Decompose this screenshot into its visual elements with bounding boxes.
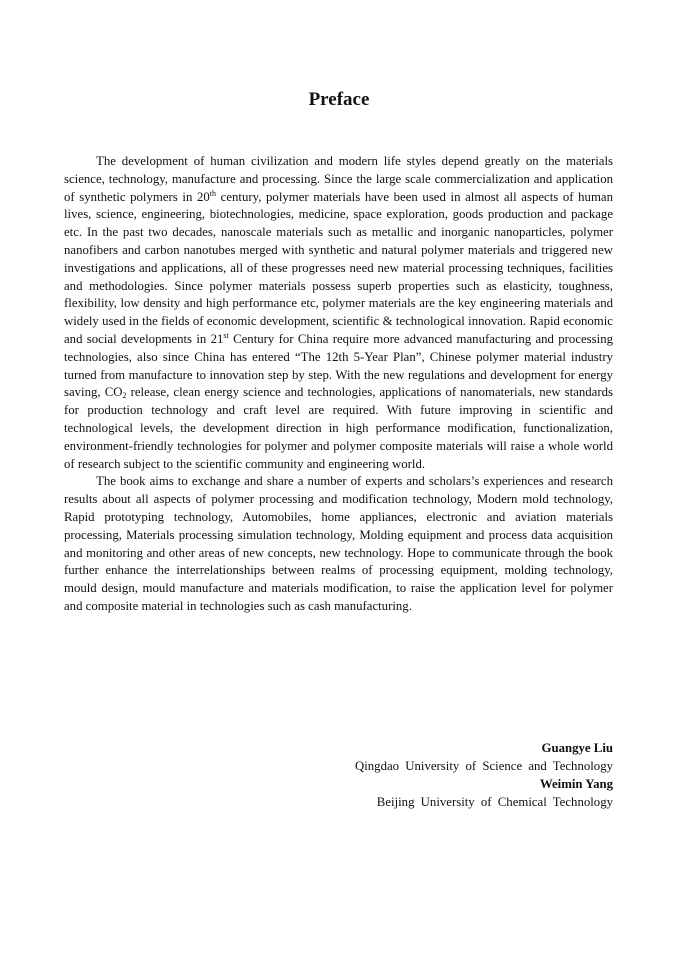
paragraph-2: The book aims to exchange and share a number of experts and scholars’s experiences and research results about all aspects of polymer processing and modification technology, Modern mold technology, Rapid prototyping technology, Automobiles, home appliances, electronic and aviation materials processing, Materials processing simulation technology, Molding equipment and process data acquisition and monitoring and other areas of new concepts, new technology. Hope to communicate through the book further enhance the interrelationships between realms of processing equipment, molding technology, mould design, mould manufacture and materials modification, to raise the application level for polymer and composite material in technologies such as cash manufacturing. <box>64 474 613 613</box>
superscript-th: th <box>209 188 217 198</box>
paragraph-1-part-2: century, polymer materials have been used in almost all aspects of human lives, science, engineering, biotechnologies, medicine, space exploration, goods production and package etc. In the past two decades, nanoscale materials such as metallic and inorganic nanoparticles, polymer nanofibers and carbon nanotubes merged with synthetic and natural polymer materials and triggered new investigations and applications, all of these progresses need new material processing techniques, facilities and methodologies. Since polymer materials possess superb properties such as elasticity, toughness, flexibility, low density and high performance etc, polymer materials are the key engineering materials and widely used in the fields of economic development, scientific & technological innovation. Rapid economic and social developments in 21 <box>64 189 613 346</box>
paragraph-1-part-4: release, clean energy science and technologies, applications of nanomaterials, new standards for production technology and craft level are required. With future improving in scientific and technological levels, the development direction in high performance modification, functionalization, environment-friendly technologies for polymer and polymer composite materials will raise a whole world of research subject to the scientific community and engineering world. <box>64 385 613 471</box>
author-name-1: Guangye Liu <box>541 741 613 755</box>
author-institution-1: Qingdao University of Science and Technology <box>354 759 613 773</box>
preface-body <box>64 153 613 616</box>
author-name-2: Weimin Yang <box>539 777 613 791</box>
superscript-st: st <box>223 330 229 340</box>
paragraph-1 <box>64 153 613 473</box>
signature-block <box>355 739 613 811</box>
subscript-2: 2 <box>122 391 127 401</box>
page-title: Preface <box>308 89 370 110</box>
paragraph-1-part-3: Century for China require more advanced manufacturing and processing technologies, also since China has entered “The 12th 5-Year Plan”, Chinese polymer material industry turned from manufacture to innovation step by step. With the new regulations and development for energy saving, CO <box>64 331 613 400</box>
author-institution-2: Beijing University of Chemical Technology <box>376 795 613 809</box>
paragraph-1-part-1: The development of human civilization and modern life styles depend greatly on the materials science, technology, manufacture and processing. Since the large scale commercialization and application of synthetic polymers in 20 <box>64 154 613 204</box>
